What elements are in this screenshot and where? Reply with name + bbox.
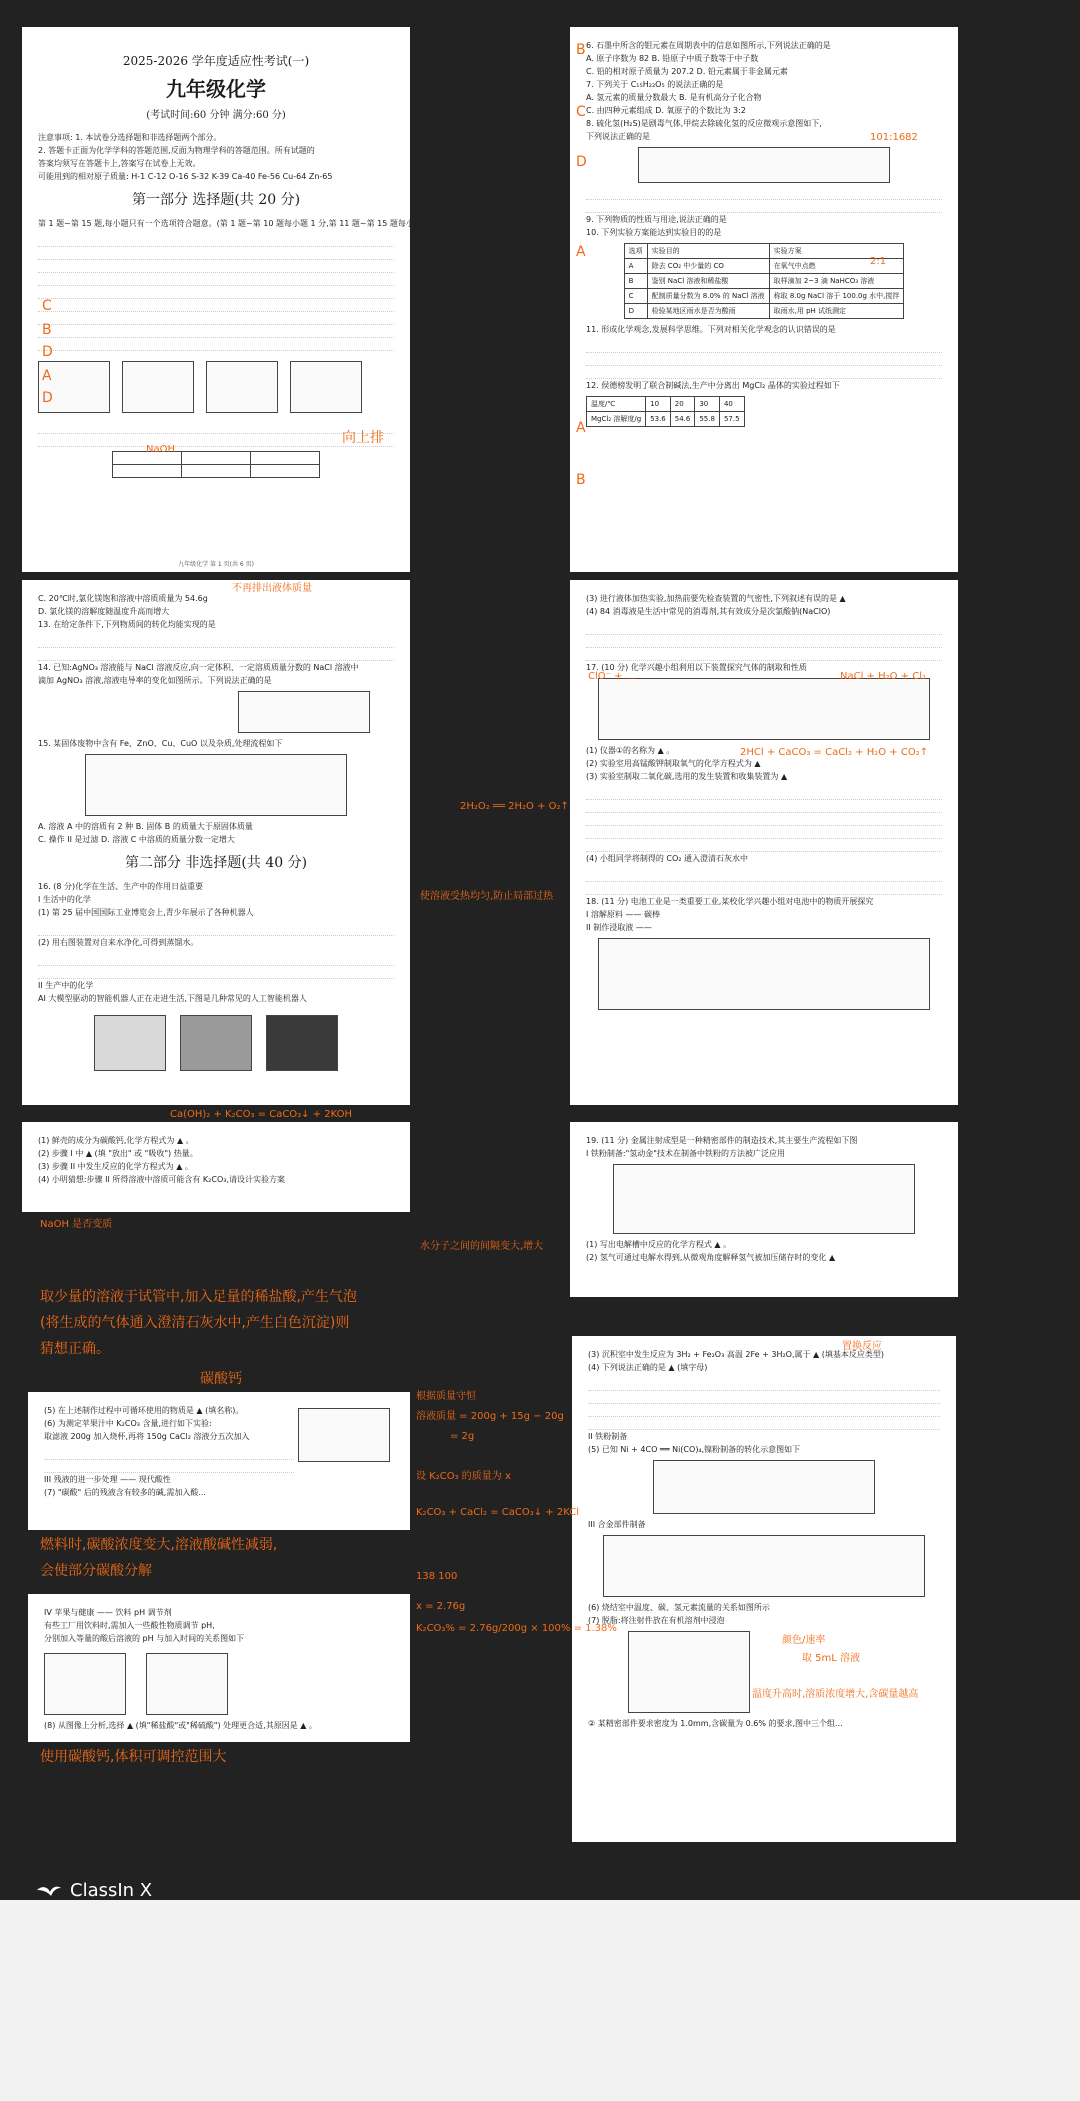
question-text: (2) 氢气可通过电解水得到,从微观角度解释氢气被加压储存时的变化 ▲ [586,1253,836,1262]
question-text: 有些工厂用饮料时,需加入一些酸性物质调节 pH, [44,1621,215,1630]
handwritten-answer: D [576,154,587,170]
handwritten-answer: B [576,472,586,488]
question-text: (3) 步骤 II 中发生反应的化学方程式为 ▲ 。 [38,1162,193,1171]
table-header: 温度/℃ [587,397,646,412]
apparatus-figures [38,357,394,417]
handwritten-note: 取少量的溶液于试管中,加入足量的稀盐酸,产生气泡 [40,1289,357,1305]
exam-page-6 [570,1122,958,1297]
apparatus-figure [206,361,278,413]
handwritten-note: 使用碳酸钙,体积可调控范围大 [40,1749,227,1765]
question-text: (4) 小组同学将制得的 CO₂ 通入澄清石灰水中 [586,854,749,863]
handwritten-note: 不再排出液体质量 [232,583,312,594]
handwritten-answer: D [42,390,53,406]
table-header: 选项 [624,244,647,259]
handwritten-answer: A [576,244,586,260]
handwritten-note: NaOH 是否变质 [40,1219,113,1230]
handwritten-calculation: 溶液质量 = 200g + 15g − 20g [416,1411,564,1422]
table-cell: 检验某地区雨水是否为酸雨 [647,304,769,319]
question-text: 下列说法正确的是 [586,132,650,141]
question-text: 8. 硫化氢(H₂S)是剧毒气体,甲烷去除硫化氢的反应微观示意图如下, [586,119,822,128]
question-text: 分别加入等量的酸后溶液的 pH 与加入时间的关系图如下 [44,1634,245,1643]
handwritten-answer: A [42,368,52,384]
robot-photo [180,1015,252,1071]
table-cell: C [624,289,647,304]
question-text: A. 氢元素的质量分数最大 B. 是有机高分子化合物 [586,93,762,102]
table-header: 实验方案 [769,244,904,259]
handwritten-note: 使溶液受热均匀,防止局部过热 [420,891,554,902]
question-lines [38,635,394,661]
ph-graphs [44,1649,394,1719]
question-text: 19. (11 分) 金属注射成型是一种精密部件的制造技术,其主要生产流程如下图 [586,1136,858,1145]
question-text: (8) 从图像上分析,选择 ▲ (填"稀盐酸"或"稀硫酸") 处理更合适,其原因是 ▲ 。 [44,1721,317,1730]
classin-logo [36,1880,152,1901]
question-text: II 生产中的化学 [38,981,94,990]
exam-page-9 [572,1336,956,1842]
question-text: (1) 第 25 届中国国际工业博览会上,青少年展示了各种机器人 [38,908,254,917]
exam-page-7 [28,1392,410,1530]
question-text: AI 大模型驱动的智能机器人正在走进生活,下图是几种常见的人工智能机器人 [38,994,307,1003]
table-cell: 57.5 [719,412,744,427]
handwritten-note: 2:1 [870,256,887,267]
handwritten-answer: C [576,104,586,120]
question-text: C. 20℃时,氯化镁饱和溶液中溶质质量为 54.6g [38,594,208,603]
exam-note: 2. 答题卡正面为化学学科的答题范围,反面为物理学科的答题范围。所有试题的 [38,146,315,155]
table-header: 实验目的 [647,244,769,259]
question-text: 9. 下列物质的性质与用途,说法正确的是 [586,215,727,224]
handwritten-answer: C [42,298,52,314]
handwritten-note: ClO⁻ + ... [588,671,636,682]
handwritten-calculation: K₂CO₃ + CaCl₂ = CaCO₃↓ + 2KCl [416,1507,580,1518]
handwritten-note: NaOH [146,444,175,455]
table-cell: 取雨水,用 pH 试纸测定 [769,304,904,319]
exam-page-3 [22,580,410,1105]
table-header: 10 [646,397,671,412]
question-text: III 残液的进一步处理 —— 现代酸性 [44,1475,171,1484]
question-lines [38,234,394,351]
handwritten-calculation: 138 100 [416,1571,458,1582]
apparatus-figure [122,361,194,413]
ph-graph [44,1653,126,1715]
handwritten-note: 会使部分碳酸分解 [40,1563,152,1579]
part2-title: 第二部分 非选择题(共 40 分) [124,855,308,871]
question-text: (1) 仪器①的名称为 ▲ 。 [586,746,675,755]
question-text: IV 苹果与健康 —— 饮料 pH 调节剂 [44,1608,172,1617]
table-cell: 配制质量分数为 8.0% 的 NaCl 溶液 [647,289,769,304]
exam-note: 答案均须写在答题卡上,答案写在试卷上无效。 [38,159,201,168]
question-text: (3) 进行液体加热实验,加热前要先检查装置的气密性,下列叙述有误的是 ▲ [586,594,846,603]
handwritten-note: 碳酸钙 [200,1371,242,1387]
handwritten-note: 置换反应 [842,1341,882,1352]
question-text: (5) 已知 Ni + 4CO ══ Ni(CO)₄,镍粉制备的转化示意图如下 [588,1445,801,1454]
table-cell: D [624,304,647,319]
handwritten-note: Ca(OH)₂ + K₂CO₃ = CaCO₃↓ + 2KOH [170,1109,353,1120]
robot-photo [94,1015,166,1071]
handwritten-answer: D [42,344,53,360]
question-text: 6. 石墨中所含的钼元素在周期表中的信息如图所示,下列说法正确的是 [586,41,831,50]
handwritten-note: 2H₂O₂ ══ 2H₂O + O₂↑ [460,801,569,812]
robot-photos [38,1011,394,1075]
table-cell: 取样滴加 2~3 滴 NaHCO₃ 溶液 [769,274,904,289]
question-text: (1) 写出电解槽中反应的化学方程式 ▲ 。 [586,1240,732,1249]
question-text: (4) 84 消毒液是生活中常见的消毒剂,其有效成分是次氯酸钠(NaClO) [586,607,831,616]
exam-page-4 [570,580,958,1105]
question-text: 7. 下列关于 C₁₅H₂₂O₅ 的说法正确的是 [586,80,724,89]
question-text: I 铁粉制备:"氢动金"技术在制备中铁粉的方法被广泛应用 [586,1149,785,1158]
page-footer: 九年级化学 第 1 页(共 6 页) [178,561,254,568]
table-cell: 鉴别 NaCl 溶液和稀盐酸 [647,274,769,289]
question-lines [586,340,942,379]
table-header: 30 [695,397,720,412]
question-lines [588,1378,940,1430]
question-lines [38,421,394,447]
handwritten-answer: A [576,420,586,436]
robot-photo [266,1015,338,1071]
question-text: A. 原子序数为 82 B. 铅原子中质子数等于中子数 [586,54,759,63]
question-text: C. 铅的相对原子质量为 207.2 D. 铅元素属于非金属元素 [586,67,788,76]
handwritten-note: 颜色/速率 [782,1635,826,1646]
handwritten-calculation: K₂CO₃% = 2.76g/200g × 100% = 1.38% [416,1623,617,1634]
table-cell: 在氧气中点燃 [769,259,904,274]
question-lines [38,953,394,979]
table-cell: 称取 8.0g NaCl 溶于 100.0g 水中,搅拌 [769,289,904,304]
exam-meta: (考试时间:60 分钟 满分:60 分) [146,110,286,121]
exam-page-5 [22,1122,410,1212]
iron-powder-process-figure [613,1164,915,1234]
handwritten-answer: B [42,322,52,338]
question-text: (6) 烧结室中温度、碳、氢元素流量的关系如图所示 [588,1603,770,1612]
table-cell: 54.6 [670,412,695,427]
handwritten-calculation: 设 K₂CO₃ 的质量为 x [416,1471,511,1482]
question-text: (3) 沉积室中发生反应为 3H₂ + Fe₂O₃ 高温 2Fe + 3H₂O,属于 ▲ (填基本反应类型) [588,1350,884,1359]
question-text: (4) 小明猜想:步骤 II 所得溶液中溶质可能含有 K₂CO₃,请设计实验方案 [38,1175,286,1184]
question-text: 15. 某固体废物中含有 Fe、ZnO、Cu、CuO 以及杂质,处理流程如下 [38,739,283,748]
question-text: (3) 实验室制取二氧化碳,选用的发生装置和收集装置为 ▲ [586,772,788,781]
question-text: II 铁粉制备 [588,1432,628,1441]
handwritten-note: 燃料时,碳酸浓度变大,溶液酸碱性减弱, [40,1537,278,1553]
question-text: 滴加 AgNO₃ 溶液,溶液电导率的变化如图所示。下列说法正确的是 [38,676,272,685]
alloy-process-figure [603,1535,925,1597]
molecule-diagram [638,147,890,183]
handwritten-note: 取 5mL 溶液 [802,1653,861,1664]
precipitate-graph [298,1408,390,1462]
question-text: (5) 在上述制作过程中可循环使用的物质是 ▲ (填名称)。 [44,1406,244,1415]
question-lines [586,187,942,213]
handwritten-note: 猜想正确。 [40,1341,110,1357]
question-lines [44,1447,294,1473]
question-text: (7) "碳酸" 后的残液含有较多的碱,需加入酸... [44,1488,206,1497]
question-text: III 合金部件制备 [588,1520,646,1529]
table-cell: A [624,259,647,274]
ink-table [112,451,320,478]
question-text: 18. (11 分) 电池工业是一类重要工业,某校化学兴趣小组对电池中的物质开展探究 [586,897,874,906]
ph-graph [146,1653,228,1715]
brand-name: ClassIn X [70,1880,153,1901]
process-flow-diagram [85,754,347,816]
question-text: A. 溶液 A 中的溶质有 2 种 B. 固体 B 的质量大于原固体质量 [38,822,253,831]
question-text: 16. (8 分)化学在生活、生产中的作用日益重要 [38,882,204,891]
part1-title: 第一部分 选择题(共 20 分) [131,192,301,208]
question-text: 12. 侯德榜发明了联合制碱法,生产中分离出 MgCl₂ 晶体的实验过程如下 [586,381,840,390]
question-text: 取滤液 200g 加入烧杯,再将 150g CaCl₂ 溶液分五次加入 [44,1432,250,1441]
table-cell: MgCl₂ 溶解度/g [587,412,646,427]
question-text: C. 操作 II 是过滤 D. 溶液 C 中溶质的质量分数一定增大 [38,835,235,844]
question-text: I 溶解原料 —— 碳棒 [586,910,660,919]
exam-note: 注意事项: 1. 本试卷分选择题和非选择题两个部分。 [38,133,222,142]
question-text: (6) 为测定苹果汁中 K₂CO₃ 含量,进行如下实验: [44,1419,212,1428]
table-cell: B [624,274,647,289]
carbon-content-graph [628,1631,750,1713]
handwritten-note: 向上排 [342,430,384,446]
question-lines [586,622,942,661]
handwritten-calculation: = 2g [450,1431,475,1442]
lab-apparatus-figure [598,678,930,740]
question-text: 17. (10 分) 化学兴趣小组利用以下装置探究气体的制取和性质 [586,663,807,672]
question-text: ② 某精密部件要求密度为 1.0mm,含碳量为 0.6% 的要求,图中三个组... [588,1719,843,1728]
table-header: 20 [670,397,695,412]
question-text: (4) 下列说法正确的是 ▲ (填字母) [588,1363,708,1372]
exam-page-1 [22,27,444,572]
handwritten-note: NaCl + H₂O + Cl₂ [840,671,927,682]
handwritten-calculation: 根据质量守恒 [416,1391,476,1402]
solubility-table [586,396,745,427]
handwritten-answer: B [576,42,586,58]
nickel-cycle-diagram [653,1460,875,1514]
question-text: I 生活中的化学 [38,895,91,904]
handwritten-note: 101:1682 [870,132,918,143]
conductivity-graph [238,691,370,733]
table-header: 40 [719,397,744,412]
exam-title: 九年级化学 [166,77,266,101]
bird-logo-icon [36,1884,62,1898]
question-text: 14. 已知:AgNO₃ 溶液能与 NaCl 溶液反应,向一定体积、一定溶质质量分数的 NaCl 溶液中 [38,663,359,672]
question-lines [586,787,942,852]
question-text: 11. 形成化学观念,发展科学思维。下列对相关化学观念的认识错误的是 [586,325,836,334]
question-text: (1) 鲜壳的成分为碳酸钙,化学方程式为 ▲ 。 [38,1136,194,1145]
handwritten-note: (将生成的气体通入澄清石灰水中,产生白色沉淀)则 [40,1315,350,1331]
question-text: (2) 步骤 I 中 ▲ (填 "放出" 或 "吸收") 热量。 [38,1149,198,1158]
handwritten-note: 温度升高时,溶质浓度增大,含碳量越高 [752,1689,919,1700]
question-text: 13. 在给定条件下,下列物质间的转化均能实现的是 [38,620,216,629]
handwritten-calculation: x = 2.76g [416,1601,466,1612]
question-text: (7) 脱脂:将注射件放在有机溶剂中浸泡 [588,1616,725,1625]
handwritten-note: 2HCl + CaCO₃ = CaCl₂ + H₂O + CO₂↑ [740,747,929,758]
exam-page-2 [570,27,958,572]
process-flow-diagram [598,938,930,1010]
experiment-table [624,243,905,319]
question-text: (2) 实验室用高锰酸钾制取氧气的化学方程式为 ▲ [586,759,761,768]
table-cell: 53.6 [646,412,671,427]
question-lines [586,869,942,895]
question-text: 10. 下列实验方案能达到实验目的的是 [586,228,722,237]
question-text: (2) 用右图装置对自来水净化,可得到蒸馏水。 [38,938,199,947]
question-text: D. 氯化镁的溶解度随温度升高而增大 [38,607,170,616]
table-cell: 除去 CO₂ 中少量的 CO [647,259,769,274]
exam-page-8 [28,1594,410,1742]
question-text: C. 由四种元素组成 D. 氧原子的个数比为 3:2 [586,106,746,115]
part1-description: 第 1 题~第 15 题,每小题只有一个选项符合题意。(第 1 题~第 10 题每小题 1 分,第 11 题~第 15 题每小题 2 分) [38,219,444,228]
question-text: II 制作浸取液 —— [586,923,652,932]
apparatus-figure [290,361,362,413]
table-cell: 55.8 [695,412,720,427]
exam-year-line: 2025-2026 学年度适应性考试(一) [122,54,310,68]
question-lines [38,923,394,936]
handwritten-note: 水分子之间的间隔变大,增大 [420,1241,544,1252]
exam-note: 可能用到的相对原子质量: H-1 C-12 O-16 S-32 K-39 Ca-40 Fe-56 Cu-64 Zn-65 [38,172,333,181]
